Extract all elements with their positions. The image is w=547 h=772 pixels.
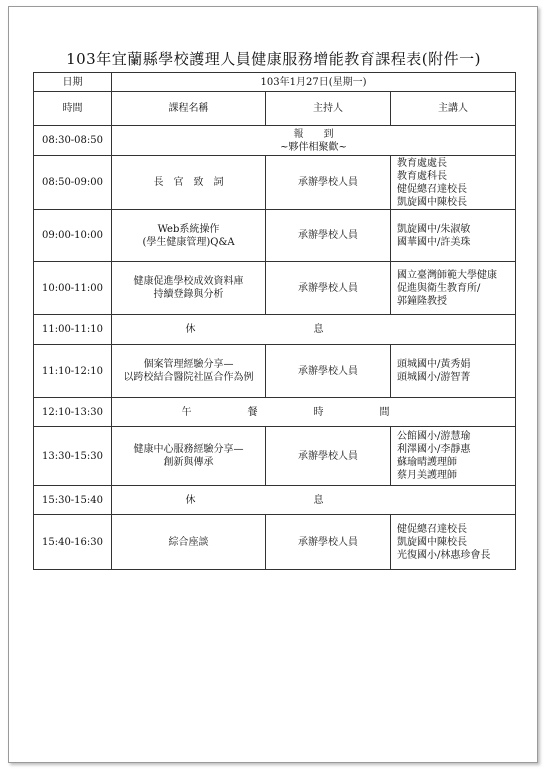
table-row xyxy=(34,262,516,315)
row-course: 健康促進學校成效資料庫 持續登錄與分析 xyxy=(112,262,266,315)
row-time: 15:40-16:30 xyxy=(34,515,112,570)
row-time: 15:30-15:40 xyxy=(34,486,112,515)
header-host: 主持人 xyxy=(266,92,391,126)
row-course: 個案管理經驗分享— 以跨校結合醫院社區合作為例 xyxy=(112,345,266,398)
row-speaker: 頭城國中/黃秀娟 頭城國小/游智菁 xyxy=(391,345,516,398)
row-course: 綜合座談 xyxy=(112,515,266,570)
schedule-table xyxy=(33,72,516,570)
header-speaker: 主講人 xyxy=(391,92,516,126)
table-row xyxy=(34,345,516,398)
row-time: 12:10-13:30 xyxy=(34,398,112,427)
row-speaker: 凱旋國中/朱淑敏 國華國中/許美珠 xyxy=(391,210,516,262)
row-speaker: 國立臺灣師範大學健康 促進與衛生教育所/ 郭鐘隆教授 xyxy=(391,262,516,315)
table-row xyxy=(34,210,516,262)
row-time: 11:00-11:10 xyxy=(34,315,112,345)
table-row xyxy=(34,486,516,515)
row-span-text: 午餐時間 xyxy=(112,398,516,427)
row-speaker: 健促總召達校長 凱旋國中陳校長 光復國小/林惠珍會長 xyxy=(391,515,516,570)
table-row xyxy=(34,156,516,210)
row-time: 09:00-10:00 xyxy=(34,210,112,262)
table-row xyxy=(34,515,516,570)
row-course: 健康中心服務經驗分享— 創新與傳承 xyxy=(112,427,266,486)
date-row xyxy=(34,73,516,92)
row-span-text: 報 到 ~夥伴相聚歡~ xyxy=(112,126,516,156)
header-row xyxy=(34,92,516,126)
header-time: 時間 xyxy=(34,92,112,126)
table-row xyxy=(34,315,516,345)
table-row xyxy=(34,427,516,486)
row-time: 11:10-12:10 xyxy=(34,345,112,398)
row-time: 08:50-09:00 xyxy=(34,156,112,210)
row-host: 承辦學校人員 xyxy=(266,345,391,398)
date-label: 日期 xyxy=(34,73,112,92)
row-course: 長 官 致 詞 xyxy=(112,156,266,210)
page-title: 103年宜蘭縣學校護理人員健康服務增能教育課程表(附件一) xyxy=(66,50,481,68)
row-course: Web系統操作 (學生健康管理)Q&A xyxy=(112,210,266,262)
row-speaker: 教育處處長 教育處科長 健促總召達校長 凱旋國中陳校長 xyxy=(391,156,516,210)
date-value: 103年1月27日(星期一) xyxy=(112,73,516,92)
row-span-text: 休息 xyxy=(112,486,516,515)
header-course: 課程名稱 xyxy=(112,92,266,126)
row-host: 承辦學校人員 xyxy=(266,156,391,210)
row-host: 承辦學校人員 xyxy=(266,515,391,570)
table-row xyxy=(34,126,516,156)
row-host: 承辦學校人員 xyxy=(266,427,391,486)
row-span-text: 休息 xyxy=(112,315,516,345)
row-host: 承辦學校人員 xyxy=(266,262,391,315)
row-speaker: 公館國小/游慧瑜 利澤國小/李靜惠 蘇瑜晴護理師 蔡月美護理師 xyxy=(391,427,516,486)
row-time: 08:30-08:50 xyxy=(34,126,112,156)
row-host: 承辦學校人員 xyxy=(266,210,391,262)
row-time: 13:30-15:30 xyxy=(34,427,112,486)
table-row xyxy=(34,398,516,427)
row-time: 10:00-11:00 xyxy=(34,262,112,315)
